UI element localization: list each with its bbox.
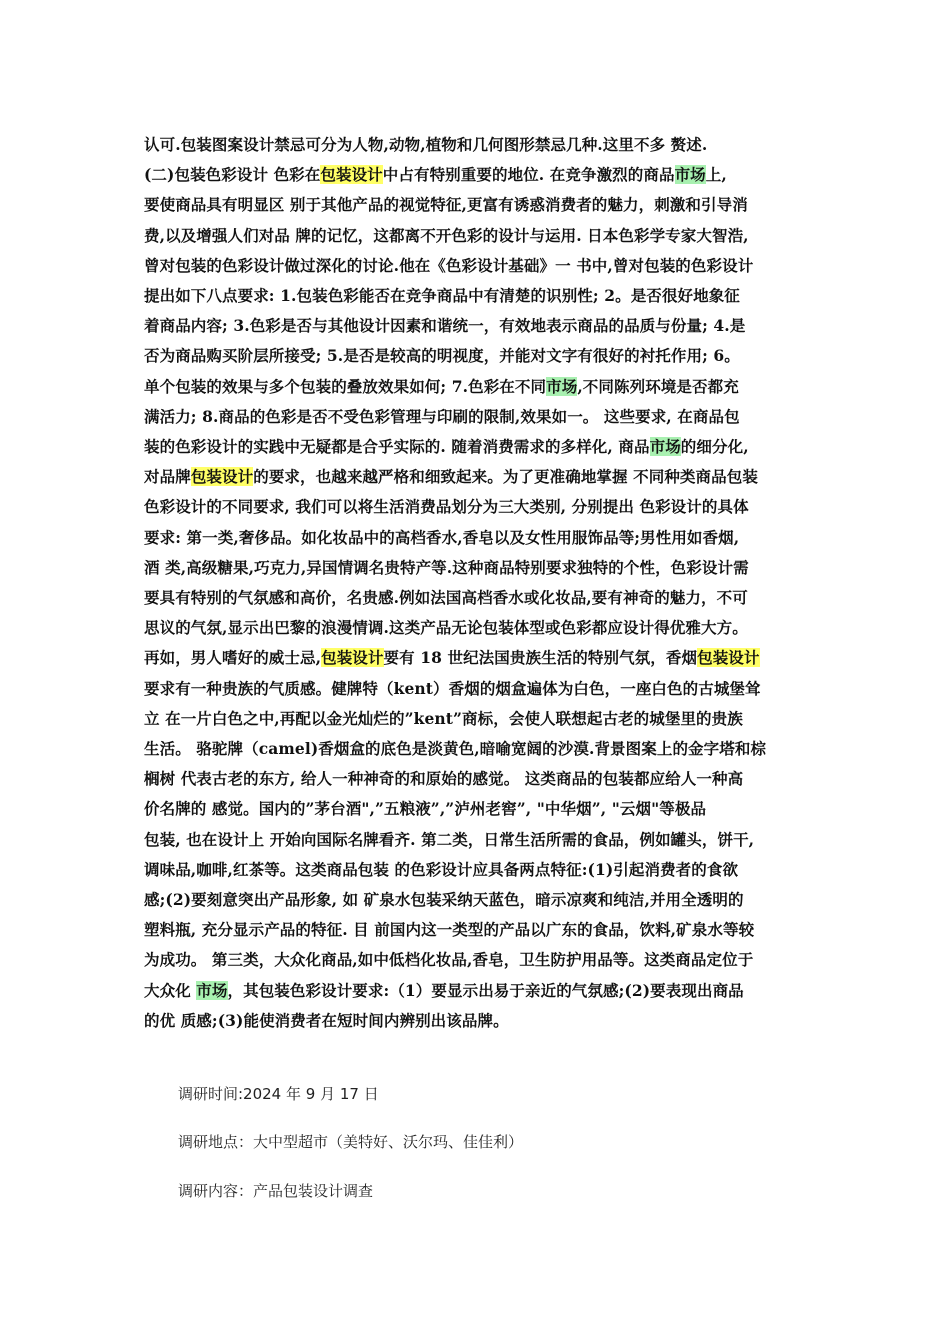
text-run: 大众化 xyxy=(144,980,197,1000)
survey-content: 调研内容：产品包装设计调查 xyxy=(178,1182,374,1200)
text-run: 中占有特别重要的地位. 在竞争激烈的商品 xyxy=(382,165,675,185)
text-run: 的优 质感;(3)能使消费者在短时间内辨别出该品牌。 xyxy=(144,1010,509,1030)
paragraph-line xyxy=(144,432,810,462)
paragraph-line xyxy=(144,130,810,160)
text-run: 的要求，也越来越严格和细致起来。为了更准确地掌握 不同种类商品包装 xyxy=(253,467,758,487)
paragraph-line xyxy=(144,855,810,885)
paragraph-line xyxy=(144,251,810,281)
text-run: 塑料瓶, 充分显示产品的特征. 目 前国内这一类型的产品以广东的食品，饮料,矿泉水等较 xyxy=(144,920,755,940)
paragraph-line xyxy=(144,402,810,432)
text-run: 要求: 第一类,奢侈品。如化妆品中的高档香水,香皂以及女性用服饰品等;男性用如香烟, xyxy=(144,527,740,547)
text-run: 要具有特别的气氛感和高价，名贵感.例如法国高档香水或化妆品,要有神奇的魅力，不可 xyxy=(144,588,748,608)
text-run: 再如，男人嗜好的威士忌, xyxy=(144,648,322,668)
text-run: 上, xyxy=(705,165,727,185)
text-run: 价名牌的 感觉。国内的”茅台酒",”五粮液”,”泸州老窖”, "中华烟”, "云烟"等极品 xyxy=(144,799,707,819)
highlight-term: 包装设计 xyxy=(320,165,383,185)
text-run: 调味品,咖啡,红茶等。这类商品包装 的色彩设计应具备两点特征:(1)引起消费者的食欲 xyxy=(144,859,739,879)
paragraph-line xyxy=(144,885,810,915)
text-run: 包装, 也在设计上 开始向国际名牌看齐. 第二类，日常生活所需的食品，例如罐头，饼干, xyxy=(144,829,755,849)
text-run: 认可.包装图案设计禁忌可分为人物,动物,植物和几何图形禁忌几种.这里不多 赘述. xyxy=(144,135,708,154)
survey-time: 调研时间:2024 年 9 月 17 日 xyxy=(178,1085,379,1103)
text-run: 单个包装的效果与多个包装的叠放效果如何; 7.色彩在不同 xyxy=(144,376,547,396)
paragraph-line xyxy=(144,160,810,190)
highlight-term: 市场 xyxy=(674,165,706,185)
paragraph-line xyxy=(144,221,810,251)
paragraph-line xyxy=(144,372,810,402)
text-run: 要求有一种贵族的气质感。健牌特（kent）香烟的烟盒遍体为白色，一座白色的古城堡耸 xyxy=(144,678,761,698)
text-run: 的细分化, xyxy=(680,437,749,457)
text-run: 生活。 骆驼牌（camel)香烟盒的底色是淡黄色,暗喻宽阔的沙漠.背景图案上的金字塔和棕 xyxy=(144,739,767,759)
text-run: 酒 类,高级糖果,巧克力,异国情调名贵特产等.这种商品特别要求独特的个性，色彩设计需 xyxy=(144,557,749,577)
paragraph-line xyxy=(144,915,810,945)
text-run: 否为商品购买阶层所接受; 5.是否是较高的明视度，并能对文字有很好的衬托作用; 6。 xyxy=(144,346,740,366)
paragraph-line xyxy=(144,311,810,341)
paragraph-line xyxy=(144,190,810,220)
text-run: ,不同陈列环境是否都充 xyxy=(577,376,739,396)
body-paragraph xyxy=(144,130,810,1036)
paragraph-line xyxy=(144,825,810,855)
text-run: 要使商品具有明显区 别于其他产品的视觉特征,更富有诱惑消费者的魅力，刺激和引导消 xyxy=(144,195,748,215)
text-run: 榈树 代表古老的东方, 给人一种神奇的和原始的感觉。 这类商品的包装都应给人一种高 xyxy=(144,769,744,789)
text-run: 装的色彩设计的实践中无疑都是合乎实际的. 随着消费需求的多样化, 商品 xyxy=(144,437,650,457)
text-run: 曾对包装的色彩设计做过深化的讨论.他在《色彩设计基础》一 书中,曾对包装的色彩设计 xyxy=(144,255,754,275)
highlight-term: 市场 xyxy=(546,376,578,396)
text-run: 满活力; 8.商品的色彩是否不受色彩管理与印刷的限制,效果如一。 这些要求, 在商品包 xyxy=(144,406,740,426)
paragraph-line xyxy=(144,674,810,704)
paragraph-line xyxy=(144,764,810,794)
text-run: 思议的气氛,显示出巴黎的浪漫情调.这类产品无论包装体型或色彩都应设计得优雅大方。 xyxy=(144,618,748,638)
highlight-term: 包装设计 xyxy=(321,648,384,668)
paragraph-line xyxy=(144,462,810,492)
text-run: 对品牌 xyxy=(144,467,191,487)
highlight-term: 包装设计 xyxy=(697,648,760,668)
paragraph-line xyxy=(144,341,810,371)
paragraph-line xyxy=(144,553,810,583)
paragraph-line xyxy=(144,613,810,643)
text-run: 费,以及增强人们对品 牌的记忆，这都离不开色彩的设计与运用. 日本色彩学专家大智浩, xyxy=(144,225,749,245)
text-run: 色彩设计的不同要求, 我们可以将生活消费品划分为三大类别, 分别提出 色彩设计的具体 xyxy=(144,497,749,517)
text-run: 感;(2)要刻意突出产品形象, 如 矿泉水包装采纳天蓝色，暗示凉爽和纯洁,并用全透明的 xyxy=(144,890,744,910)
survey-place: 调研地点：大中型超市（美特好、沃尔玛、佳佳利） xyxy=(178,1133,524,1151)
text-run: 着商品内容; 3.色彩是否与其他设计因素和谐统一，有效地表示商品的品质与份量; 4.是 xyxy=(144,316,746,336)
highlight-term: 市场 xyxy=(649,437,681,457)
paragraph-line xyxy=(144,643,810,673)
paragraph-line xyxy=(144,523,810,553)
text-run: ，其包装色彩设计要求:（1）要显示出易于亲近的气氛感;(2)要表现出商品 xyxy=(227,980,744,1000)
paragraph-line xyxy=(144,794,810,824)
highlight-term: 包装设计 xyxy=(190,467,254,487)
paragraph-line xyxy=(144,734,810,764)
text-run: 提出如下八点要求: 1.包装色彩能否在竞争商品中有清楚的识别性; 2。是否很好地象征 xyxy=(144,286,740,306)
paragraph-line xyxy=(144,281,810,311)
text-run: 要有 18 世纪法国贵族生活的特别气氛，香烟 xyxy=(383,648,698,668)
paragraph-line xyxy=(144,704,810,734)
text-run: 为成功。 第三类，大众化商品,如中低档化妆品,香皂，卫生防护用品等。这类商品定位于 xyxy=(144,950,754,970)
paragraph-line xyxy=(144,583,810,613)
highlight-term: 市场 xyxy=(196,980,228,1000)
text-run: (二)包装色彩设计 色彩在 xyxy=(144,165,321,185)
paragraph-line xyxy=(144,492,810,522)
paragraph-line xyxy=(144,945,810,975)
paragraph-line xyxy=(144,976,810,1006)
paragraph-line xyxy=(144,1006,810,1036)
text-run: 立 在一片白色之中,再配以金光灿烂的”kent”商标，会使人联想起古老的城堡里的贵族 xyxy=(144,708,743,728)
